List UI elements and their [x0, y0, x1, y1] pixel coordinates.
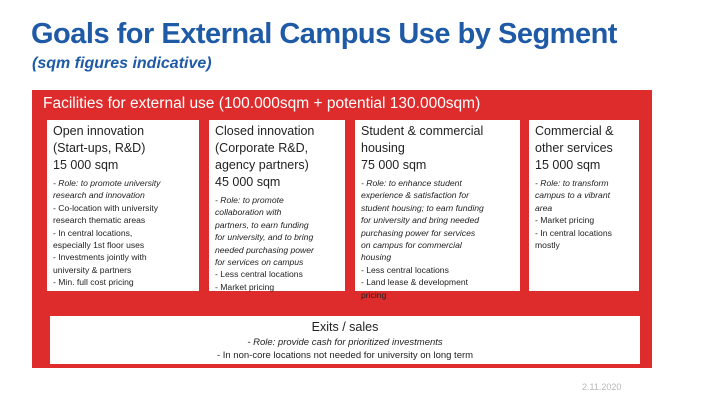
- card-line: - Min. full cost pricing: [53, 277, 134, 288]
- card-line: - Less central locations: [215, 269, 303, 280]
- card-line: - In central locations: [535, 227, 612, 238]
- card-line: university & partners: [53, 264, 132, 275]
- card-title: Student & commercial housing 75 000 sqm: [361, 124, 484, 172]
- card-line: - Role: to enhance student: [361, 178, 462, 188]
- exits-title: Exits / sales: [311, 320, 379, 334]
- slide-date: 2.11.2020: [582, 382, 622, 392]
- card-line: - Co-location with university: [53, 202, 159, 213]
- card-line: - Role: to promote: [215, 195, 284, 205]
- card-line: research and innovation: [53, 190, 145, 201]
- card-line: experience & satisfaction for: [361, 190, 469, 201]
- card-body: [215, 194, 341, 293]
- card-line: mostly: [535, 240, 560, 251]
- card-body: [361, 177, 516, 301]
- card-line: campus to a vibrant: [535, 190, 610, 201]
- card-line: for university and bring needed: [361, 215, 480, 226]
- card-open-innovation: [47, 120, 199, 291]
- card-line: especially 1st floor uses: [53, 240, 145, 251]
- card-line: - Market pricing: [215, 281, 275, 292]
- card-line: partners, to earn funding: [215, 219, 309, 230]
- card-line: - Market pricing: [535, 215, 595, 226]
- exits-box: [50, 316, 640, 364]
- facilities-panel: [32, 90, 652, 368]
- card-title: Closed innovation (Corporate R&D, agency partners) 45 000 sqm: [215, 124, 315, 189]
- card-closed-innovation: [209, 120, 345, 291]
- exits-location: - In non-core locations not needed for university on long term: [216, 350, 474, 361]
- card-line: research thematic areas: [53, 215, 146, 226]
- card-line: purchasing power for services: [361, 227, 476, 238]
- card-line: needed purchasing power: [215, 244, 314, 255]
- card-student-housing: [355, 120, 520, 300]
- slide-title: Goals for External Campus Use by Segment: [31, 18, 617, 50]
- card-line: for university, and to bring: [215, 232, 314, 243]
- slide-subtitle: (sqm figures indicative): [32, 55, 212, 72]
- card-line: - In central locations,: [53, 227, 133, 238]
- card-title: Commercial & other services 15 000 sqm: [535, 124, 614, 172]
- card-line: housing: [361, 252, 392, 263]
- card-line: on campus for commercial: [361, 240, 462, 251]
- card-title: Open innovation (Start-ups, R&D) 15 000 sqm: [53, 124, 146, 172]
- card-commercial-services: [529, 120, 639, 291]
- card-line: - Land lease & development: [361, 277, 469, 288]
- card-line: pricing: [361, 289, 387, 300]
- card-line: - Less central locations: [361, 264, 449, 275]
- card-line: collaboration with: [215, 207, 282, 218]
- card-line: student housing; to earn funding: [361, 202, 484, 213]
- card-line: - Investments jointly with: [53, 252, 147, 263]
- panel-title: Facilities for external use (100.000sqm + potential 130.000sqm): [43, 95, 481, 112]
- card-body: [53, 177, 195, 289]
- card-body: [535, 177, 635, 251]
- exits-role: - Role: provide cash for prioritized investments: [247, 337, 443, 348]
- card-line: - Role: to transform: [535, 178, 609, 188]
- card-line: area: [535, 202, 553, 213]
- card-line: for services on campus: [215, 257, 304, 268]
- card-line: - Role: to promote university: [53, 178, 161, 188]
